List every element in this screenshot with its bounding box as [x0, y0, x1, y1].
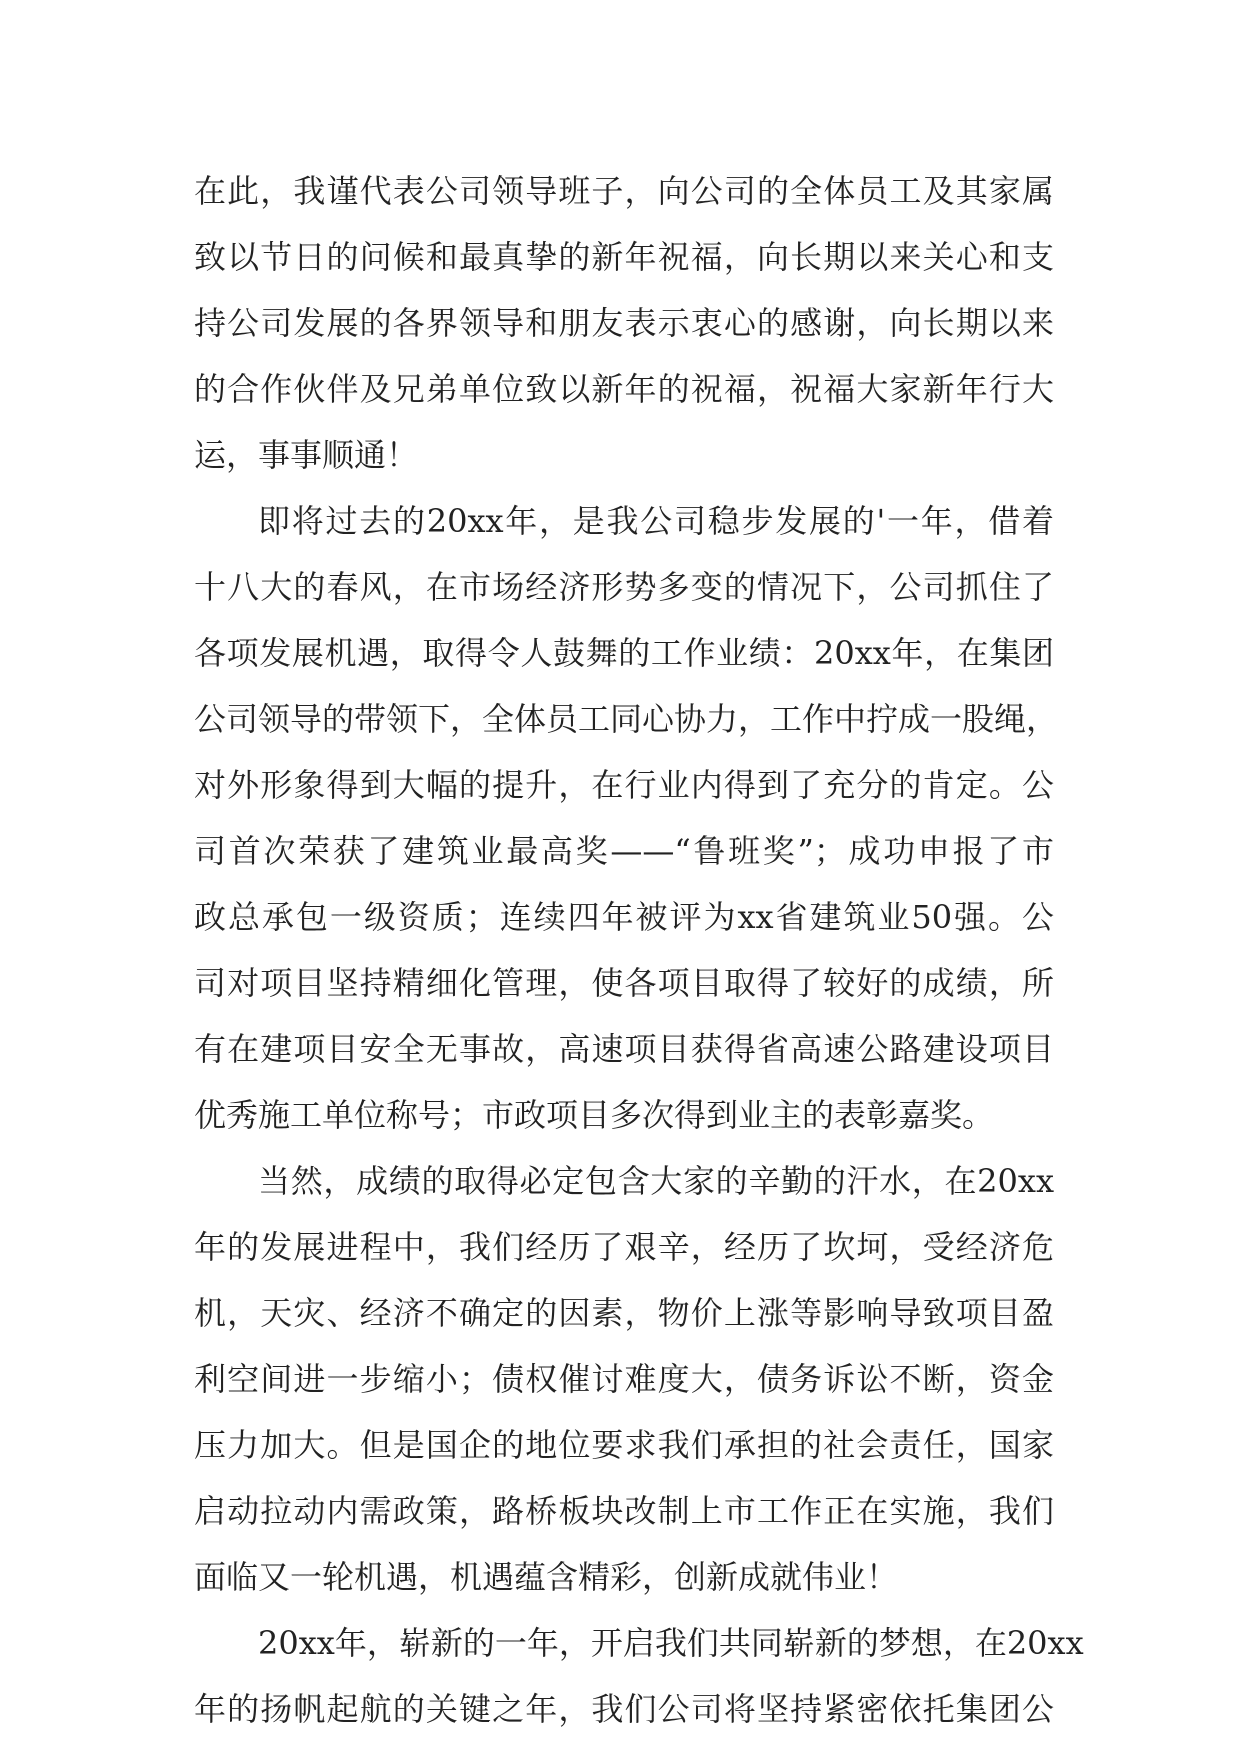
text-line: 十八大的春风，在市场经济形势多变的情况下，公司抓住了	[194, 568, 1054, 606]
text-line: 司对项目坚持精细化管理，使各项目取得了较好的成绩，所	[194, 964, 1054, 1002]
text-line: 即将过去的20xx年，是我公司稳步发展的'一年，借着	[258, 502, 1054, 540]
body-text	[194, 158, 1084, 1742]
text-line: 持公司发展的各界领导和朋友表示衷心的感谢，向长期以来	[194, 304, 1054, 342]
text-line: 年的扬帆起航的关键之年，我们公司将坚持紧密依托集团公	[194, 1690, 1054, 1728]
text-line: 面临又一轮机遇，机遇蕴含精彩，创新成就伟业！	[194, 1558, 899, 1596]
text-line: 年的发展进程中，我们经历了艰辛，经历了坎坷，受经济危	[194, 1228, 1054, 1266]
text-line: 政总承包一级资质；连续四年被评为xx省建筑业50强。公	[194, 898, 1054, 936]
text-line: 有在建项目安全无事故，高速项目获得省高速公路建设项目	[194, 1030, 1054, 1068]
text-line: 压力加大。但是国企的地位要求我们承担的社会责任，国家	[194, 1426, 1054, 1464]
text-line: 致以节日的问候和最真挚的新年祝福，向长期以来关心和支	[194, 238, 1054, 276]
text-line: 优秀施工单位称号；市政项目多次得到业主的表彰嘉奖。	[194, 1096, 995, 1134]
text-line: 对外形象得到大幅的提升，在行业内得到了充分的肯定。公	[194, 766, 1054, 804]
text-line: 的合作伙伴及兄弟单位致以新年的祝福，祝福大家新年行大	[194, 370, 1054, 408]
text-line: 启动拉动内需政策，路桥板块改制上市工作正在实施，我们	[194, 1492, 1054, 1530]
text-line: 公司领导的带领下，全体员工同心协力，工作中拧成一股绳，	[194, 700, 1059, 738]
text-line: 运，事事顺通！	[194, 436, 419, 474]
text-line: 利空间进一步缩小；债权催讨难度大，债务诉讼不断，资金	[194, 1360, 1054, 1398]
text-line: 机，天灾、经济不确定的因素，物价上涨等影响导致项目盈	[194, 1294, 1054, 1332]
text-line: 在此，我谨代表公司领导班子，向公司的全体员工及其家属	[194, 172, 1054, 210]
text-line: 司首次荣获了建筑业最高奖——“鲁班奖”；成功申报了市	[194, 832, 1054, 870]
text-line: 各项发展机遇，取得令人鼓舞的工作业绩：20xx年，在集团	[194, 634, 1054, 672]
text-line: 20xx年，崭新的一年，开启我们共同崭新的梦想，在20xx	[258, 1624, 1084, 1662]
text-line: 当然，成绩的取得必定包含大家的辛勤的汗水，在20xx	[258, 1162, 1054, 1200]
